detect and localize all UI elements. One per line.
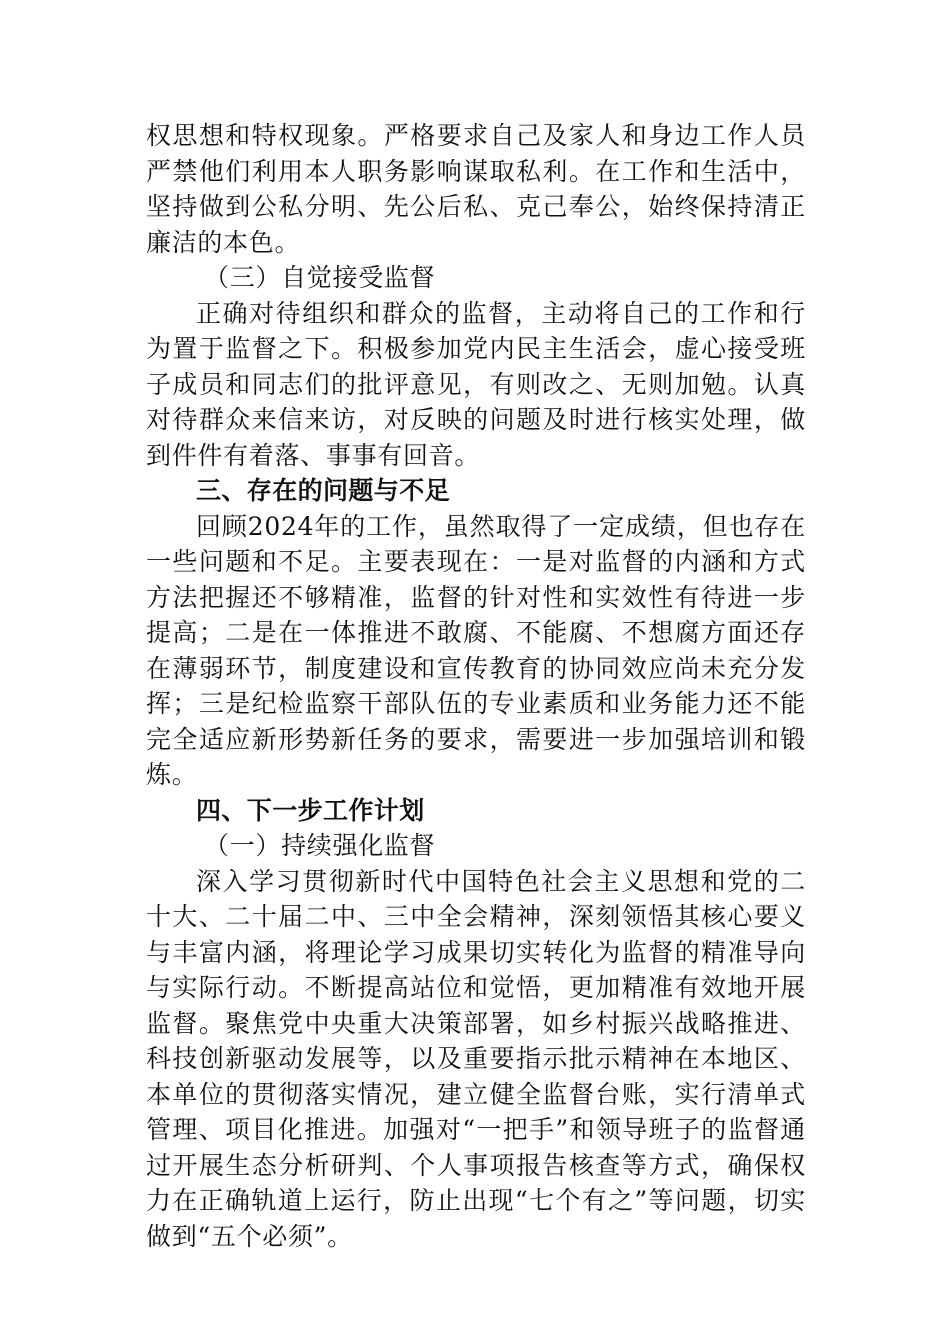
heading-next-plan: 四、下一步工作计划 bbox=[196, 795, 425, 825]
heading-problems: 三、存在的问题与不足 bbox=[196, 476, 451, 505]
document-page bbox=[146, 118, 806, 1254]
subheading-accept-supervision: （三）自觉接受监督 bbox=[204, 263, 436, 292]
paragraph-accept-supervision: 正确对待组织和群众的监督，主动将自己的工作和行为置于监督之下。积极参加党内民主生活会，虚心接受班子成员和同志们的批评意见，有则改之、无则加勉。认真对待群众来信来访，对反映的问题及时进行核实处理，做到件件有着落、事事有回音。 bbox=[146, 298, 806, 470]
paragraph-strengthen-supervision: 深入学习贯彻新时代中国特色社会主义思想和党的二十大、二十届二中、三中全会精神，深刻领悟其核心要义与丰富内涵，将理论学习成果切实转化为监督的精准导向与实际行动。不断提高站位和觉悟，更加精准有效地开展监督。聚焦党中央重大决策部署，如乡村振兴战略推进、科技创新驱动发展等，以及重要指示批示精神在本地区、本单位的贯彻落实情况，建立健全监督台账，实行清单式管理、项目化推进。加强对“一把手”和领导班子的监督通过开展生态分析研判、个人事项报告核查等方式，确保权力在正确轨道上运行，防止出现“七个有之”等问题，切实做到“五个必须”。 bbox=[146, 866, 806, 1251]
paragraph-integrity: 权思想和特权现象。严格要求自己及家人和身边工作人员严禁他们利用本人职务影响谋取私利。在工作和生活中，坚持做到公私分明、先公后私、克己奉公，始终保持清正廉洁的本色。 bbox=[146, 121, 806, 257]
subheading-strengthen-supervision: （一）持续强化监督 bbox=[204, 831, 436, 860]
paragraph-problems: 回顾2024年的工作，虽然取得了一定成绩，但也存在一些问题和不足。主要表现在：一是对监督的内涵和方式方法把握还不够精准，监督的针对性和实效性有待进一步提高；二是在一体推进不敢腐、不能腐、不想腐方面还存在薄弱环节，制度建设和宣传教育的协同效应尚未充分发挥；三是纪检监察干部队伍的专业素质和业务能力还不能完全适应新形势新任务的要求，需要进一步加强培训和锻炼。 bbox=[146, 511, 806, 789]
